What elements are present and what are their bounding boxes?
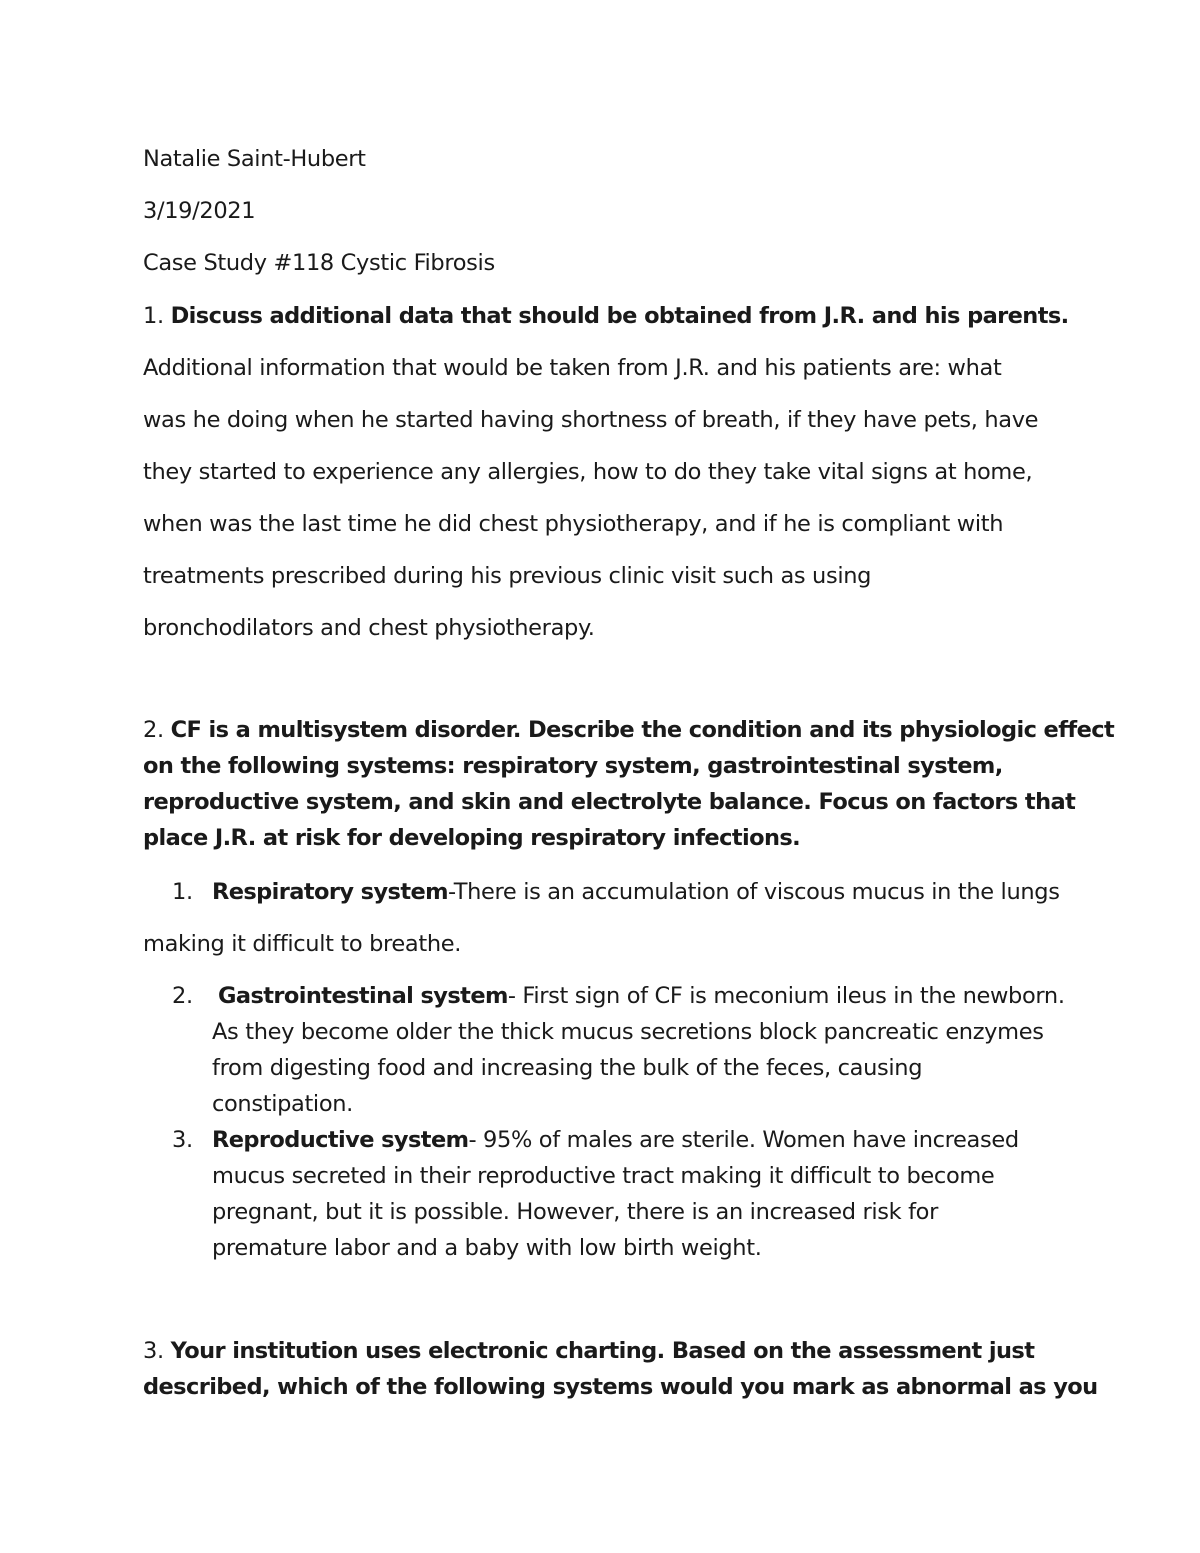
- list-item-label: Respiratory system: [212, 879, 448, 905]
- list-item-text: constipation.: [212, 1091, 353, 1117]
- answer-1-line: treatments prescribed during his previous clinic visit such as using: [143, 563, 872, 589]
- document-title: Case Study #118 Cystic Fibrosis: [143, 250, 495, 276]
- list-item-reproductive: [212, 1127, 1019, 1153]
- question-2-prompt: [143, 717, 1114, 743]
- list-item-text: -There is an accumulation of viscous mucus in the lungs: [448, 879, 1060, 905]
- list-item-text: mucus secreted in their reproductive tract making it difficult to become: [212, 1163, 995, 1189]
- list-item-text: - First sign of CF is meconium ileus in the newborn.: [507, 983, 1065, 1009]
- list-item-marker: 1.: [172, 879, 193, 905]
- answer-1-line: when was the last time he did chest physiotherapy, and if he is compliant with: [143, 511, 1004, 537]
- question-3-text: Your institution uses electronic charting. Based on the assessment just: [170, 1338, 1035, 1364]
- list-item-respiratory: [212, 879, 1060, 905]
- question-1-prompt: [143, 303, 1069, 329]
- answer-1-line: was he doing when he started having shortness of breath, if they have pets, have: [143, 407, 1039, 433]
- list-item-text: making it difficult to breathe.: [143, 931, 462, 957]
- list-item-text: - 95% of males are sterile. Women have increased: [468, 1127, 1019, 1153]
- question-2-text: on the following systems: respiratory system, gastrointestinal system,: [143, 753, 1003, 779]
- question-3-prompt: [143, 1338, 1034, 1364]
- list-item-label: Reproductive system: [212, 1127, 469, 1153]
- answer-1-line: they started to experience any allergies, how to do they take vital signs at home,: [143, 459, 1033, 485]
- list-item-text: premature labor and a baby with low birth weight.: [212, 1235, 762, 1261]
- answer-1-line: Additional information that would be taken from J.R. and his patients are: what: [143, 355, 1002, 381]
- list-item-label: Gastrointestinal system: [218, 983, 508, 1009]
- document-date: 3/19/2021: [143, 198, 256, 224]
- question-3-text: described, which of the following systems would you mark as abnormal as you: [143, 1374, 1098, 1400]
- question-1-text: Discuss additional data that should be obtained from J.R. and his parents.: [170, 303, 1069, 329]
- question-3-number: 3.: [143, 1338, 164, 1364]
- question-2-text: reproductive system, and skin and electrolyte balance. Focus on factors that: [143, 789, 1076, 815]
- question-2-text: CF is a multisystem disorder. Describe the condition and its physiologic effect: [170, 717, 1115, 743]
- answer-1-line: bronchodilators and chest physiotherapy.: [143, 615, 595, 641]
- question-2-number: 2.: [143, 717, 164, 743]
- list-item-gastrointestinal: [218, 983, 1065, 1009]
- list-item-marker: 2.: [172, 983, 193, 1009]
- question-1-number: 1.: [143, 303, 164, 329]
- list-item-text: As they become older the thick mucus secretions block pancreatic enzymes: [212, 1019, 1044, 1045]
- list-item-text: pregnant, but it is possible. However, there is an increased risk for: [212, 1199, 938, 1225]
- author-name: Natalie Saint-Hubert: [143, 146, 366, 172]
- question-2-text: place J.R. at risk for developing respiratory infections.: [143, 825, 801, 851]
- list-item-text: from digesting food and increasing the bulk of the feces, causing: [212, 1055, 923, 1081]
- list-item-marker: 3.: [172, 1127, 193, 1153]
